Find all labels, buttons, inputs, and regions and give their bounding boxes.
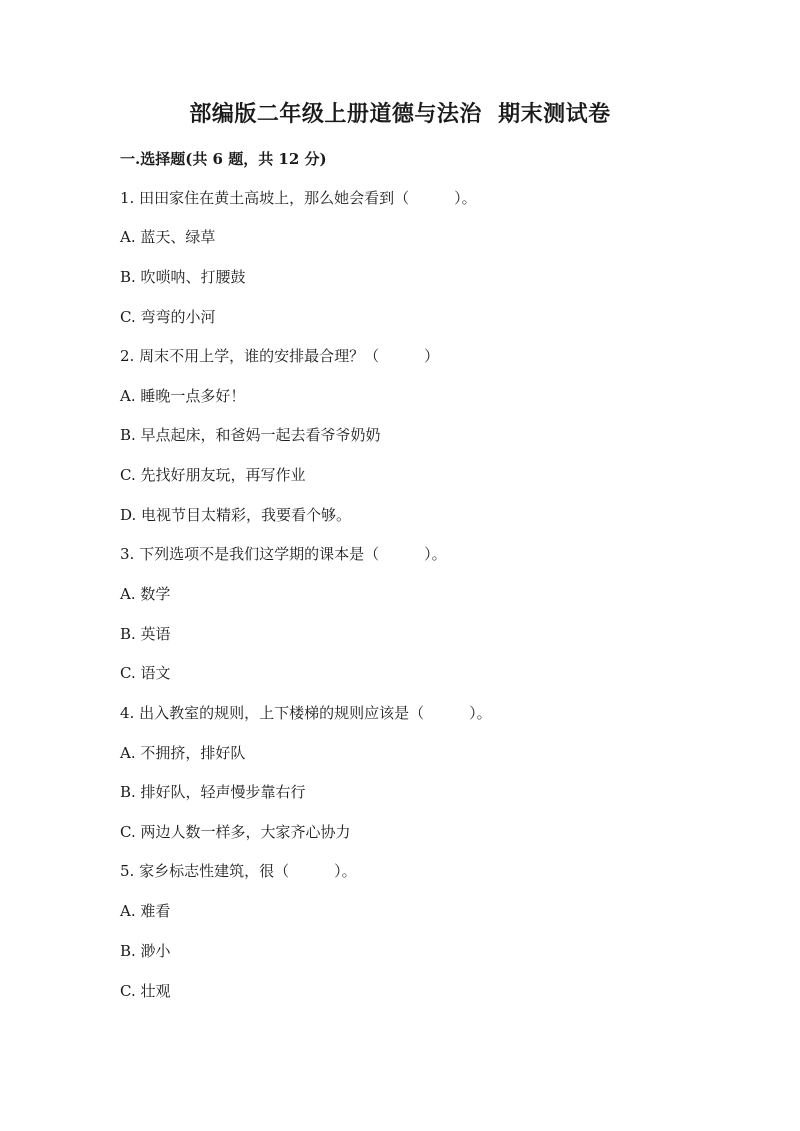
question-3-option-b: B. 英语 (120, 625, 171, 643)
question-1-option-a: A. 蓝天、绿草 (120, 228, 216, 246)
question-4-stem: 4. 出入教室的规则，上下楼梯的规则应该是（ ）。 (120, 704, 492, 722)
question-2-option-b: B. 早点起床，和爸妈一起去看爷爷奶奶 (120, 426, 381, 444)
question-2-option-d: D. 电视节目太精彩，我要看个够。 (120, 506, 352, 524)
question-5-stem: 5. 家乡标志性建筑，很（ ）。 (120, 862, 357, 880)
question-1-option-c: C. 弯弯的小河 (120, 308, 216, 326)
question-5-option-b: B. 渺小 (120, 942, 171, 960)
page-title: 部编版二年级上册道德与法治 期末测试卷 (189, 101, 611, 127)
question-3-option-c: C. 语文 (120, 664, 171, 682)
question-3-option-a: A. 数学 (120, 585, 171, 603)
question-4-option-a: A. 不拥挤，排好队 (120, 744, 246, 762)
question-2-option-c: C. 先找好朋友玩，再写作业 (120, 466, 306, 484)
question-2-stem: 2. 周末不用上学，谁的安排最合理？（ ） (120, 347, 440, 365)
question-3-stem: 3. 下列选项不是我们这学期的课本是（ ）。 (120, 545, 447, 563)
section-heading: 一.选择题(共 6 题，共 12 分) (120, 150, 327, 168)
question-4-option-b: B. 排好队，轻声慢步靠右行 (120, 783, 306, 801)
question-1-option-b: B. 吹唢呐、打腰鼓 (120, 268, 246, 286)
question-1-stem: 1. 田田家住在黄土高坡上，那么她会看到（ ）。 (120, 189, 477, 207)
question-5-option-c: C. 壮观 (120, 982, 171, 1000)
question-2-option-a: A. 睡晚一点多好！ (120, 387, 246, 405)
question-5-option-a: A. 难看 (120, 902, 171, 920)
question-4-option-c: C. 两边人数一样多，大家齐心协力 (120, 823, 351, 841)
